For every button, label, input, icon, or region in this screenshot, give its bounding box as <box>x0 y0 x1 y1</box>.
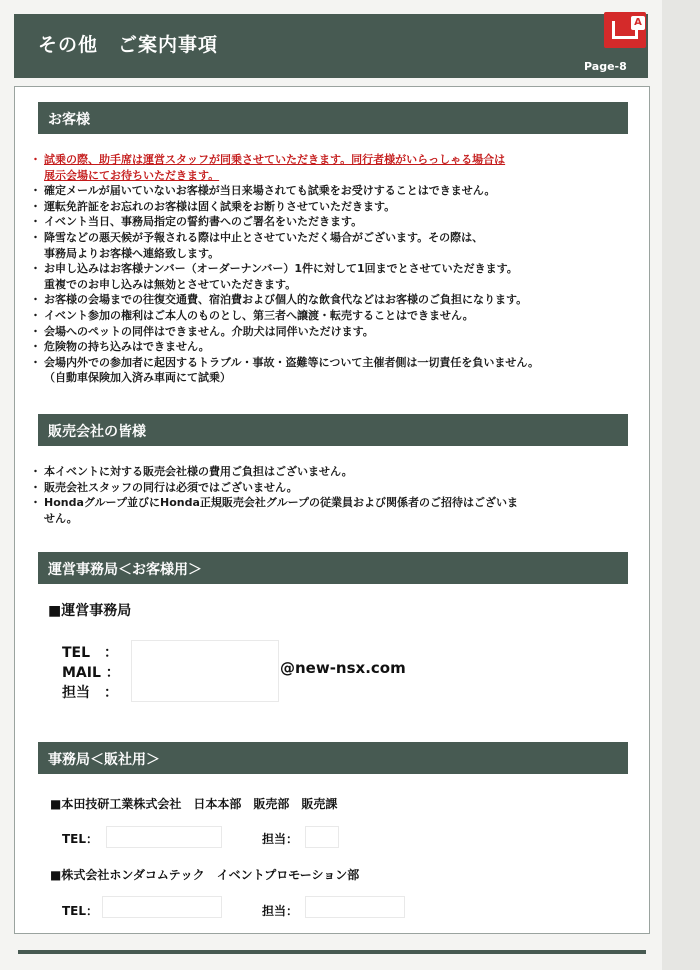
list-item <box>32 261 646 292</box>
office-contact-label: 担当 ： <box>62 685 118 701</box>
section-customers <box>38 102 628 134</box>
list-item-text-cont: 事務局よりお客様へ連絡致します。 <box>44 246 220 260</box>
section-office-dealer <box>38 742 628 774</box>
list-item <box>32 464 646 480</box>
dealer-org2-contact-label: 担当： <box>262 904 299 918</box>
section-dealers <box>38 414 628 446</box>
list-item <box>32 308 646 324</box>
list-item <box>32 230 646 261</box>
list-item <box>32 152 646 183</box>
redacted-org2-tel <box>102 896 222 918</box>
office-tel-label: TEL ： <box>62 645 119 661</box>
section-office-customer <box>38 552 628 584</box>
page-edge <box>662 0 700 970</box>
list-item <box>32 324 646 340</box>
list-item-text: 会場内外での参加者に起因するトラブル・事故・盗難等について主催者側は一切責任を負いません。 <box>44 355 539 369</box>
list-item-text: お客様の会場までの往復交通費、宿泊費および個人的な飲食代などはお客様のご負担になります。 <box>44 293 528 307</box>
office-mail-domain: @new-nsx.com <box>280 659 406 677</box>
list-item-text: Hondaグループ並びにHonda正規販売会社グループの従業員および関係者のご招待はございま <box>44 496 519 510</box>
customers-notice-list <box>32 152 646 386</box>
brand-logo-icon <box>604 12 646 48</box>
office-mail-label: MAIL ： <box>62 665 120 681</box>
section-customers-title: お客様 <box>48 112 90 128</box>
footer-rule <box>18 950 646 954</box>
list-item-text-cont: せん。 <box>44 511 78 525</box>
list-item-text: イベント当日、事務局指定の誓約書へのご署名をいただきます。 <box>44 215 363 229</box>
dealer-org1-contact-label: 担当： <box>262 832 299 846</box>
list-item-text: イベント参加の権利はご本人のものとし、第三者へ譲渡・転売することはできません。 <box>44 308 474 322</box>
list-item-text-cont: （自動車保険加入済み車両にて試乗） <box>44 371 231 385</box>
section-office-customer-title: 運営事務局＜お客様用＞ <box>48 562 202 578</box>
section-dealers-title: 販売会社の皆様 <box>48 424 146 440</box>
list-item <box>32 214 646 230</box>
dealer-org2-tel-label: TEL： <box>62 904 99 918</box>
list-item <box>32 339 646 355</box>
page-number: Page-8 <box>584 60 627 73</box>
list-item-text: 販売会社スタッフの同行は必須ではございません。 <box>44 480 298 494</box>
logo-letter: A <box>631 16 645 30</box>
list-item-text: 確定メールが届いていないお客様が当日来場されても試乗をお受けすることはできません。 <box>44 184 496 198</box>
page-title: その他 ご案内事項 <box>38 34 219 56</box>
list-item <box>32 495 646 526</box>
redacted-org2-contact <box>305 896 405 918</box>
dealer-org2-name: ■株式会社ホンダコムテック イベントプロモーション部 <box>50 868 360 882</box>
list-item-text: 会場へのペットの同伴はできません。介助犬は同伴いただけます。 <box>44 324 374 338</box>
list-item <box>32 480 646 496</box>
list-item-text-cont: 重複でのお申し込みは無効とさせていただきます。 <box>44 277 297 291</box>
dealer-org1-tel-label: TEL： <box>62 832 99 846</box>
redacted-org1-tel <box>106 826 222 848</box>
dealers-notice-list <box>32 464 646 526</box>
office-subheading: ■運営事務局 <box>48 603 132 619</box>
redacted-org1-contact <box>305 826 339 848</box>
list-item <box>32 199 646 215</box>
list-item-text: 危険物の持ち込みはできません。 <box>44 340 210 354</box>
list-item-text: 試乗の際、助手席は運営スタッフが同乗させていただきます。同行者様がいらっしゃる場合は <box>44 153 506 166</box>
section-office-dealer-title: 事務局＜販社用＞ <box>48 752 160 768</box>
list-item <box>32 292 646 308</box>
list-item-text: お申し込みはお客様ナンバー（オーダーナンバー）1件に対して1回までとさせていただきます。 <box>44 262 518 276</box>
list-item-text-cont: 展示会場にてお待ちいただきます。 <box>44 168 220 182</box>
list-item <box>32 183 646 199</box>
dealer-org1-name: ■本田技研工業株式会社 日本本部 販売部 販売課 <box>50 797 338 811</box>
list-item <box>32 355 646 386</box>
list-item-text: 本イベントに対する販売会社様の費用ご負担はございません。 <box>44 465 353 478</box>
list-item-text: 降雪などの悪天候が予報される際は中止とさせていただく場合がございます。その際は、 <box>44 230 484 244</box>
redacted-contact-block <box>131 640 279 702</box>
list-item-text: 運転免許証をお忘れのお客様は固く試乗をお断りさせていただきます。 <box>44 199 396 213</box>
